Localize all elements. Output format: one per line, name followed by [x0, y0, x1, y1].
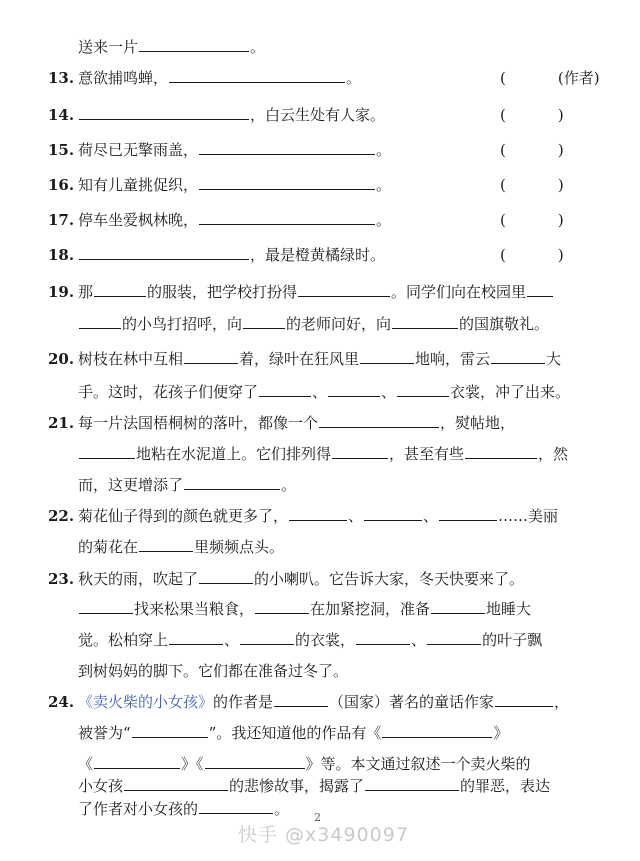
question-24-line-5: 了作者对小女孩的 。	[78, 800, 290, 818]
question-number: 22.	[48, 507, 75, 525]
answer-blank[interactable]	[360, 349, 414, 364]
question-24: 24. 《卖火柴的小女孩》的作者是 （国家）著名的童话作家 ，	[0, 690, 640, 714]
answer-blank[interactable]	[243, 314, 285, 329]
answer-blank[interactable]	[199, 210, 375, 225]
question-15: 15. 荷尽已无擎雨盖， 。 ( )	[0, 138, 640, 162]
answer-blank[interactable]	[79, 314, 121, 329]
answer-blank[interactable]	[289, 506, 347, 521]
answer-paren[interactable]: ( )	[500, 176, 564, 194]
question-24-line-2: 被誉为“ ”。我还知道他的作品有《 》	[78, 724, 509, 742]
answer-blank[interactable]	[199, 140, 375, 155]
answer-blank[interactable]	[184, 475, 280, 490]
answer-blank[interactable]	[240, 630, 294, 645]
answer-blank[interactable]	[495, 692, 553, 707]
question-18: 18. ，最是橙黄橘绿时。 ( )	[0, 243, 640, 267]
answer-blank[interactable]	[139, 537, 193, 552]
intro-text: 送来一片	[78, 38, 139, 56]
question-number: 23.	[48, 570, 75, 588]
answer-blank[interactable]	[382, 723, 492, 738]
answer-blank[interactable]	[132, 723, 208, 738]
answer-blank[interactable]	[79, 105, 249, 120]
page-number: 2	[314, 811, 321, 824]
question-22-line-2: 的菊花在 里频频点头。	[78, 538, 285, 556]
answer-paren[interactable]: ( )	[500, 106, 564, 124]
answer-blank[interactable]	[205, 754, 305, 769]
answer-blank[interactable]	[328, 382, 380, 397]
answer-blank[interactable]	[199, 569, 253, 584]
question-number: 21.	[48, 414, 75, 432]
answer-blank[interactable]	[79, 245, 249, 260]
answer-blank[interactable]	[527, 282, 553, 297]
question-21-line-2: 地粘在水泥道上。它们排列得 ，甚至有些 ，然	[0, 442, 640, 466]
answer-blank[interactable]	[94, 754, 180, 769]
question-21-line-3: 而，这更增添了 。	[78, 476, 297, 494]
question-number: 17.	[48, 211, 75, 229]
question-19: 19. 那 的服装，把学校打扮得 。同学们向在校园里	[0, 280, 640, 304]
question-17: 17. 停车坐爱枫林晚， 。 ( )	[0, 208, 640, 232]
question-24-line-3: 《 》《 》等。本文通过叙述一个卖火柴的	[78, 755, 531, 773]
answer-blank[interactable]	[199, 175, 375, 190]
question-23-line-4: 到树妈妈的脚下。它们都在准备过冬了。	[78, 662, 349, 680]
question-13: 13. 意欲捕鸣蝉， 。 ( (作者)	[0, 66, 640, 90]
answer-paren[interactable]: ( (作者)	[500, 69, 600, 87]
question-23-line-3: 觉。松柏穿上 、 的衣裳， 、 的叶子飘	[78, 631, 543, 649]
question-19-line-2: 的小鸟打招呼，向 的老师问好，向 的国旗敬礼。	[0, 312, 640, 336]
question-number: 16.	[48, 176, 75, 194]
answer-blank[interactable]	[79, 599, 133, 614]
book-title: 《卖火柴的小女孩》	[78, 693, 214, 711]
answer-blank[interactable]	[319, 413, 439, 428]
question-21: 21. 每一片法国梧桐树的落叶，都像一个 ，熨帖地，	[0, 411, 640, 435]
question-20-line-2: 手。这时，花孩子们便穿了 、 、 衣裳，冲了出来。	[78, 383, 571, 401]
question-number: 14.	[48, 106, 75, 124]
question-20: 20. 树枝在林中互相 着，绿叶在狂风里 地响，雷云 大	[0, 347, 640, 371]
question-24-line-4: 小女孩 的悲惨故事，揭露了 的罪恶，表达	[78, 777, 551, 795]
question-number: 20.	[48, 350, 75, 368]
watermark: 快手 @x3490097	[238, 824, 409, 846]
question-number: 19.	[48, 283, 75, 301]
question-14: 14. ，白云生处有人家。 ( )	[0, 103, 640, 127]
answer-blank[interactable]	[427, 630, 481, 645]
question-22: 22. 菊花仙子得到的颜色就更多了， 、 、 ……美丽	[0, 504, 640, 528]
answer-blank[interactable]	[298, 282, 390, 297]
answer-blank[interactable]	[491, 349, 545, 364]
question-number: 13.	[48, 69, 75, 87]
answer-blank[interactable]	[397, 382, 449, 397]
answer-blank[interactable]	[259, 382, 311, 397]
question-number: 18.	[48, 246, 75, 264]
question-number: 15.	[48, 141, 75, 159]
answer-blank[interactable]	[169, 68, 345, 83]
answer-blank[interactable]	[124, 776, 228, 791]
answer-blank[interactable]	[79, 444, 135, 459]
answer-paren[interactable]: ( )	[500, 246, 564, 264]
intro-line: 送来一片 。	[78, 38, 266, 56]
answer-blank[interactable]	[169, 630, 223, 645]
answer-blank[interactable]	[139, 37, 249, 52]
answer-blank[interactable]	[364, 506, 422, 521]
question-23: 23. 秋天的雨，吹起了 的小喇叭。它告诉大家，冬天快要来了。	[0, 567, 640, 591]
answer-blank[interactable]	[332, 444, 388, 459]
question-number: 24.	[48, 693, 75, 711]
answer-blank[interactable]	[274, 692, 328, 707]
answer-blank[interactable]	[439, 506, 497, 521]
answer-blank[interactable]	[431, 599, 485, 614]
answer-paren[interactable]: ( )	[500, 141, 564, 159]
answer-blank[interactable]	[199, 799, 273, 814]
question-16: 16. 知有儿童挑促织， 。 ( )	[0, 173, 640, 197]
answer-blank[interactable]	[184, 349, 238, 364]
answer-blank[interactable]	[365, 776, 459, 791]
answer-blank[interactable]	[356, 630, 410, 645]
answer-blank[interactable]	[465, 444, 537, 459]
answer-blank[interactable]	[392, 314, 458, 329]
answer-blank[interactable]	[94, 282, 146, 297]
question-23-line-2: 找来松果当粮食， 在加紧挖洞，准备 地睡大	[0, 597, 640, 621]
answer-paren[interactable]: ( )	[500, 211, 564, 229]
answer-blank[interactable]	[255, 599, 309, 614]
